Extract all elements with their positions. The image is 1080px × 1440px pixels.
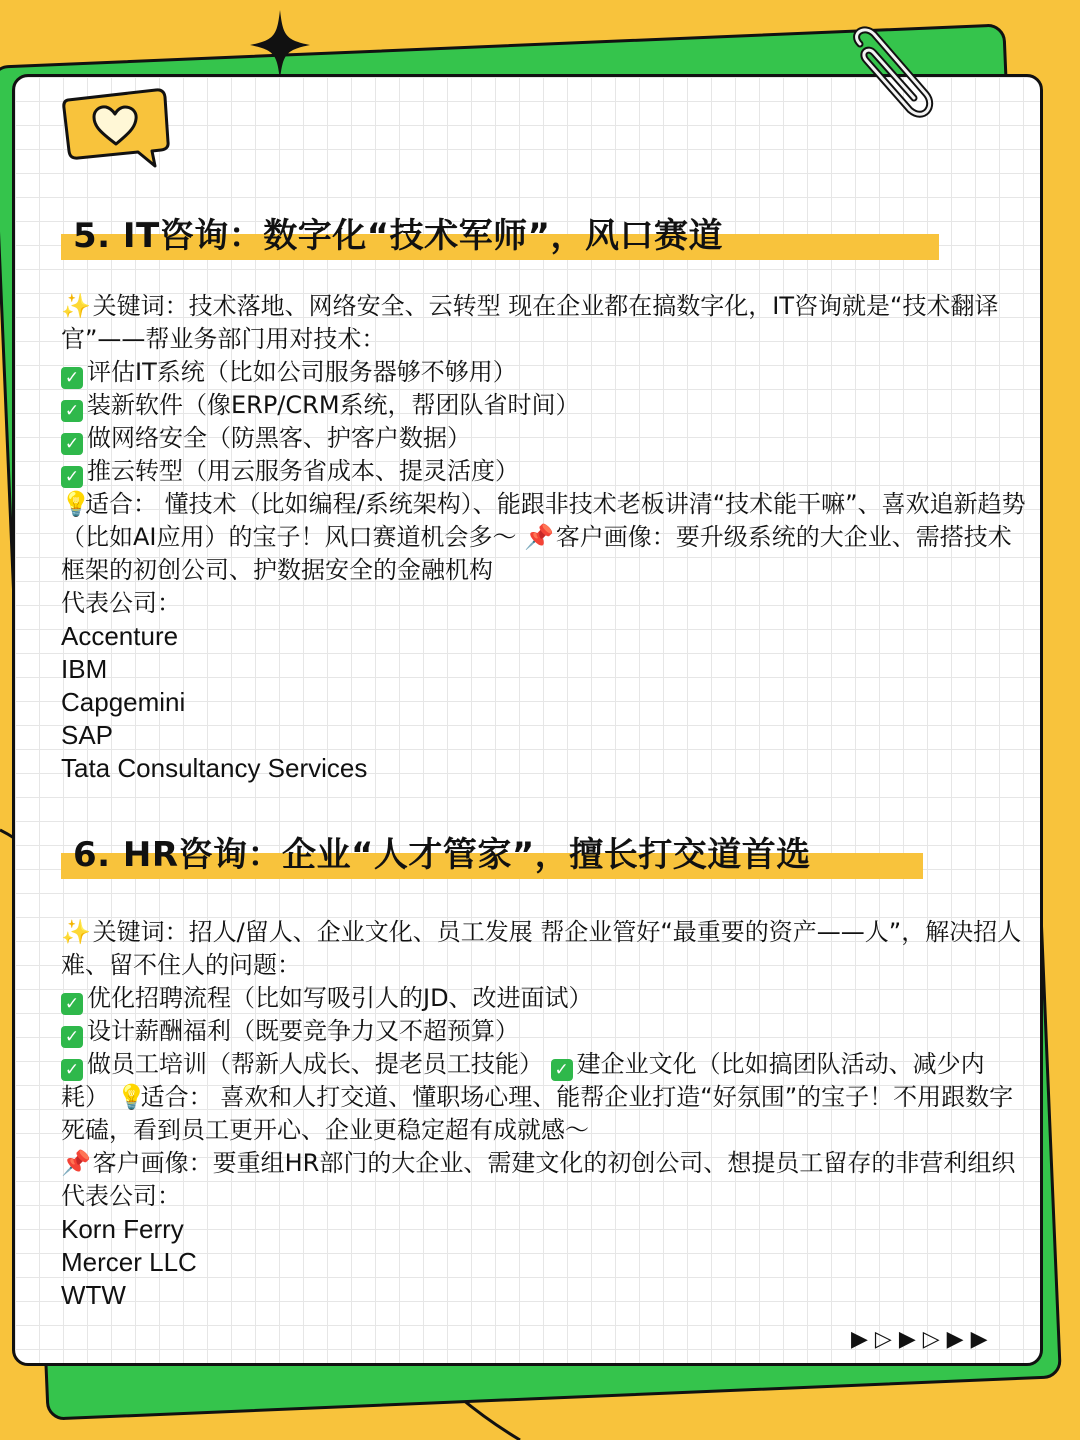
pushpin-icon: 📌 <box>61 1149 91 1177</box>
check-icon: ✓ <box>61 466 83 488</box>
check-item: ✓ 优化招聘流程（比如写吸引人的JD、改进面试） <box>61 982 1026 1015</box>
section-6-clients: 📌 客户画像：要重组HR部门的大企业、需建文化的初创公司、想提员工留存的非营利组织 <box>61 1147 1026 1180</box>
sparkles-icon: ✨ <box>61 292 91 320</box>
company-name: Accenture <box>61 621 179 651</box>
company-name: SAP <box>61 720 114 750</box>
check-icon: ✓ <box>61 993 83 1015</box>
check-icon: ✓ <box>61 367 83 389</box>
companies-label: 代表公司： <box>61 1182 181 1210</box>
paperclip-icon <box>840 26 940 136</box>
check-icon: ✓ <box>551 1059 573 1081</box>
check-icon: ✓ <box>61 1059 83 1081</box>
check-item: ✓ 做网络安全（防黑客、护客户数据） <box>61 422 1026 455</box>
check-item: ✓ 做员工培训（帮新人成长、提老员工技能） ✓ 建企业文化（比如搞团队活动、减少内耗） 💡适合： 喜欢和人打交道、懂职场心理、能帮企业打造“好氛围”的宝子！不用跟数字死磕，看到员工更开心、企业更稳定超有成就感～ <box>61 1050 1014 1144</box>
lightbulb-icon: 💡 <box>116 1083 147 1111</box>
check-item: ✓ 设计薪酬福利（既要竞争力又不超预算） <box>61 1015 1026 1048</box>
check-item: ✓ 装新软件（像ERP/CRM系统，帮团队省时间） <box>61 389 1026 422</box>
section-6-title: 6. HR咨询：企业“人才管家”，擅长打交道首选 <box>61 853 923 879</box>
section-6-keywords: ✨ 关键词：招人/留人、企业文化、员工发展 帮企业管好“最重要的资产——人”，解决招人难、留不住人的问题： <box>61 918 1022 979</box>
content-card <box>12 74 1043 1366</box>
lightbulb-icon: 💡 <box>61 490 91 518</box>
check-icon: ✓ <box>61 433 83 455</box>
page-arrows-icon: ▶▷▶▷▶▶ <box>851 1327 995 1352</box>
check-icon: ✓ <box>61 1026 83 1048</box>
check-icon: ✓ <box>61 400 83 422</box>
sparkles-icon: ✨ <box>61 918 91 946</box>
company-name: Capgemini <box>61 687 186 717</box>
company-name: Mercer LLC <box>61 1247 197 1277</box>
company-name: IBM <box>61 654 108 684</box>
section-5-title: 5. IT咨询：数字化“技术军师”，风口赛道 <box>61 234 939 260</box>
company-name: WTW <box>61 1280 126 1310</box>
section-5-fit: 💡适合： 懂技术（比如编程/系统架构）、能跟非技术老板讲清“技术能干嘛”、喜欢追新趋势（比如AI应用）的宝子！风口赛道机会多～ 📌 客户画像：要升级系统的大企业、需搭技术框架的初创公司、护数据安全的金融机构 <box>61 490 1026 584</box>
company-name: Tata Consultancy Services <box>61 753 368 783</box>
sparkle-star-icon <box>250 10 310 80</box>
pushpin-icon: 📌 <box>524 523 555 551</box>
company-name: Korn Ferry <box>61 1214 184 1244</box>
heart-chat-bubble-icon <box>60 86 172 170</box>
section-6-body <box>61 916 1026 1312</box>
check-item: ✓ 推云转型（用云服务省成本、提灵活度） <box>61 455 1026 488</box>
companies-label: 代表公司： <box>61 589 181 617</box>
check-item: ✓ 评估IT系统（比如公司服务器够不够用） <box>61 356 1026 389</box>
section-5-body <box>61 290 1026 785</box>
section-5-keywords: ✨ 关键词：技术落地、网络安全、云转型 现在企业都在搞数字化，IT咨询就是“技术翻译官”——帮业务部门用对技术： <box>61 292 999 353</box>
